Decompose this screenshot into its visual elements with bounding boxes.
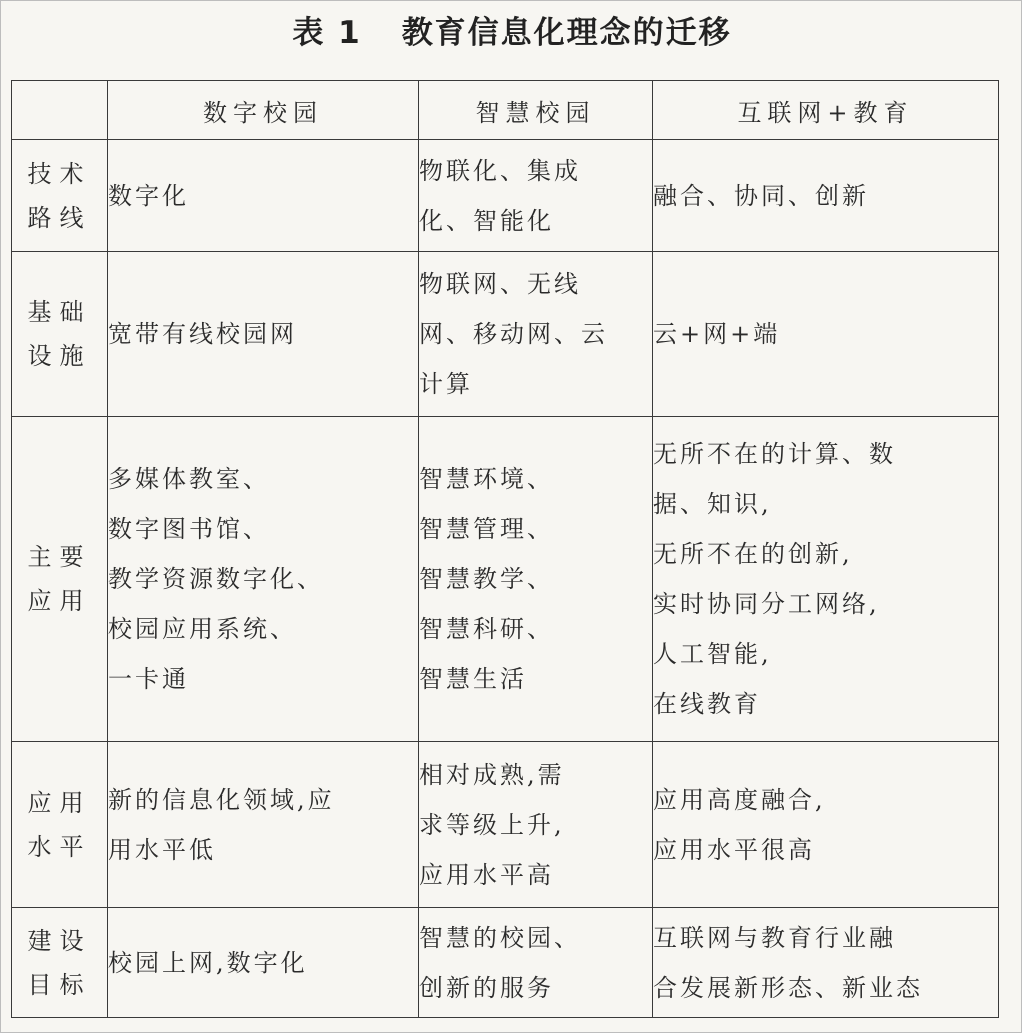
table-row: [12, 140, 999, 252]
row-label: 主要 应用: [12, 417, 108, 742]
row-label: 应用 水平: [12, 742, 108, 908]
table-number: 表 1: [292, 15, 362, 51]
cell-smart: 物联化、集成 化、智能化: [419, 140, 653, 252]
header-smart-campus: 智慧校园: [419, 81, 653, 140]
comparison-table: [11, 80, 999, 1018]
cell-smart: 相对成熟,需 求等级上升, 应用水平高: [419, 742, 653, 908]
header-row: [12, 81, 999, 140]
cell-digital: 多媒体教室、 数字图书馆、 教学资源数字化、 校园应用系统、 一卡通: [108, 417, 419, 742]
row-label: 基础 设施: [12, 252, 108, 417]
table-title: 教育信息化理念的迁移: [401, 15, 732, 51]
header-internet-education: 互联网+教育: [653, 81, 999, 140]
cell-internet: 云+网+端: [653, 252, 999, 417]
header-corner: [12, 81, 108, 140]
table-row: [12, 252, 999, 417]
table-row: [12, 417, 999, 742]
cell-smart: 智慧的校园、 创新的服务: [419, 908, 653, 1018]
table-caption: [1, 11, 1022, 55]
cell-digital: 校园上网,数字化: [108, 908, 419, 1018]
table-row: [12, 908, 999, 1018]
cell-digital: 数字化: [108, 140, 419, 252]
cell-digital: 新的信息化领域,应 用水平低: [108, 742, 419, 908]
cell-internet: 互联网与教育行业融 合发展新形态、新业态: [653, 908, 999, 1018]
row-label: 建设 目标: [12, 908, 108, 1018]
cell-internet: 应用高度融合, 应用水平很高: [653, 742, 999, 908]
header-digital-campus: 数字校园: [108, 81, 419, 140]
row-label: 技术 路线: [12, 140, 108, 252]
cell-digital: 宽带有线校园网: [108, 252, 419, 417]
table-row: [12, 742, 999, 908]
cell-internet: 融合、协同、创新: [653, 140, 999, 252]
cell-smart: 智慧环境、 智慧管理、 智慧教学、 智慧科研、 智慧生活: [419, 417, 653, 742]
cell-internet: 无所不在的计算、数 据、知识, 无所不在的创新, 实时协同分工网络, 人工智能, 在线教育: [653, 417, 999, 742]
cell-smart: 物联网、无线 网、移动网、云 计算: [419, 252, 653, 417]
